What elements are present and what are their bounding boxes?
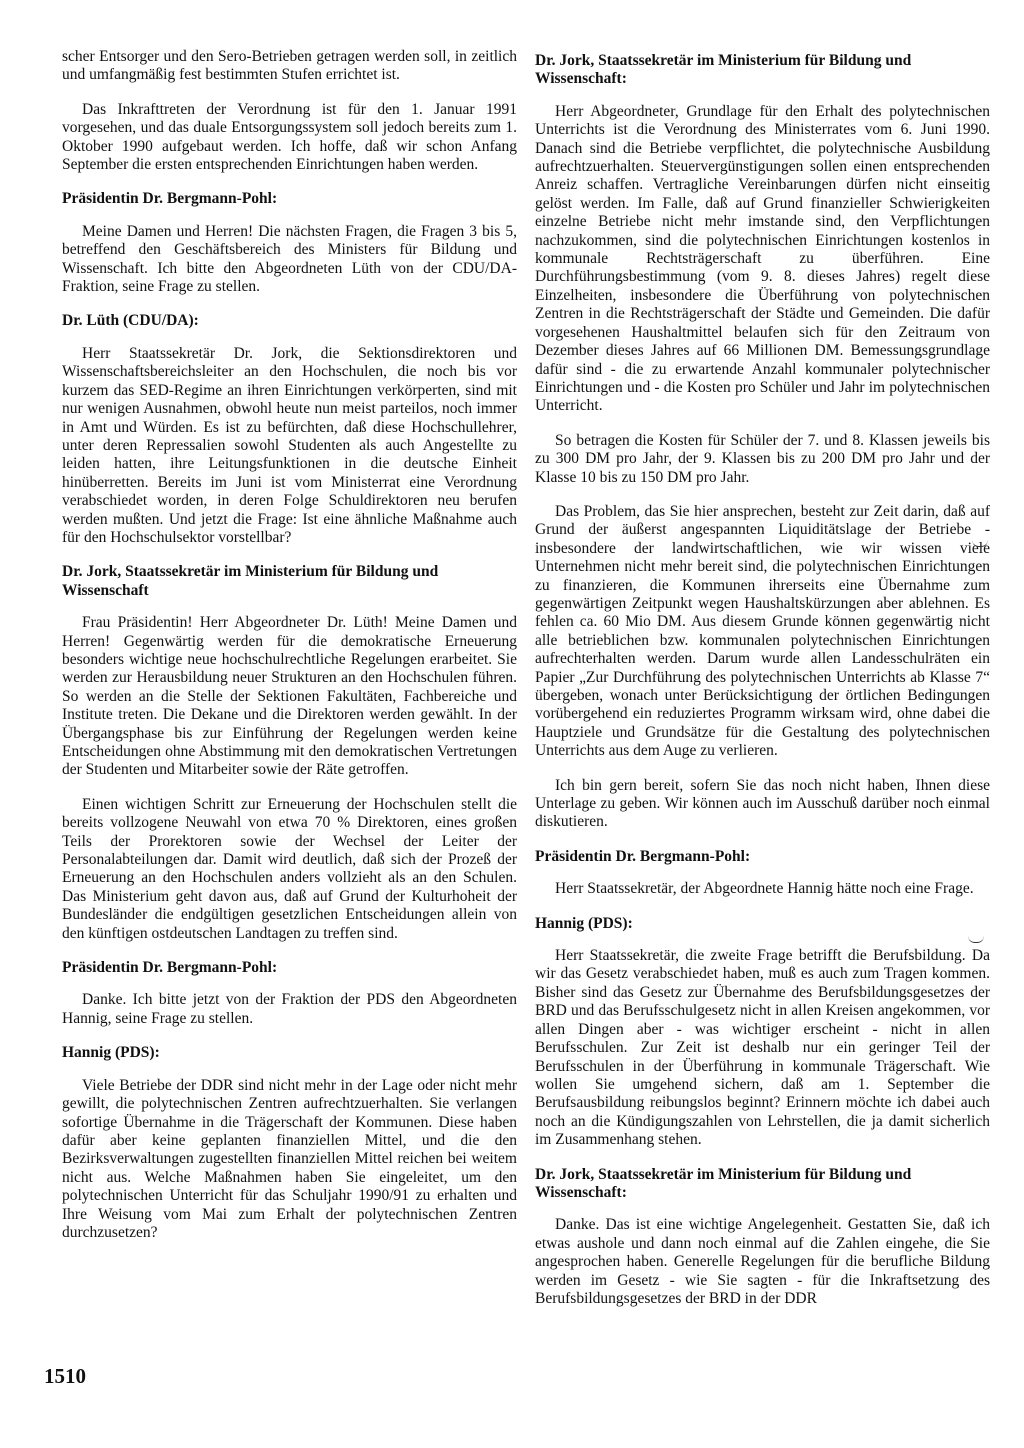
left-column — [62, 48, 517, 1258]
paragraph: Einen wichtigen Schritt zur Erneuerung der Hochschulen stellt die bereits vollzogene Neuwahl von etwa 70 % Direktoren, eines großen Teils der Prorektoren sowie der Wechsel der Leiter der Personalabteilungen dar. Damit wird deutlich, daß sich der Prozeß der Erneuerung an den Hochschulen anders vollzieht als an den Schulen. Das Ministerium geht davon aus, daß auf Grund der Kulturhoheit der Bundesländer die endgültigen gesetzlichen Entscheidungen allein von den künftigen ostdeutschen Landtagen zu treffen sind. — [62, 795, 517, 942]
paragraph: So betragen die Kosten für Schüler der 7. und 8. Klassen jeweils bis zu 300 DM pro Jahr, der 9. Klassen bis zu 200 DM pro Jahr und der Klasse 10 bis zu 150 DM pro Jahr. — [535, 431, 990, 486]
paragraph: Herr Staatssekretär, der Abgeordnete Hannig hätte noch eine Frage. — [555, 880, 974, 898]
speaker-heading: Präsidentin Dr. Bergmann-Pohl: — [62, 959, 278, 977]
speaker-heading: Präsidentin Dr. Bergmann-Pohl: — [62, 190, 278, 208]
paragraph: Meine Damen und Herren! Die nächsten Fragen, die Fragen 3 bis 5, betreffend den Geschäftsbereich des Ministers für Bildung und Wissenschaft. Ich bitte den Abgeordneten Lüth von der CDU/DA-Fraktion, seine Frage zu stellen. — [62, 222, 517, 296]
speaker-heading: Dr. Lüth (CDU/DA): — [62, 312, 199, 330]
paragraph: scher Entsorger und den Sero-Betrieben getragen werden soll, in zeitlich und umfangmäßig fest bestimmten Stufen errichtet ist. — [62, 48, 517, 84]
speaker-heading: Hannig (PDS): — [62, 1044, 160, 1062]
paragraph: Herr Staatssekretär, die zweite Frage betrifft die Berufsbildung. Da wir das Gesetz verabschiedet haben, muß es auch zum Tragen kommen. Bisher sind das Gesetz zur Übernahme des Berufsbildungsgesetzes der BRD und das Berufsschulgesetz nicht in allen Kreisen angekommen, vor allen Dingen aber - was wichtiger erscheint - nicht in allen Berufsschulen. Zur Zeit ist deshalb nur ein geringer Teil der Berufsschulen in der Überführung in kommunale Trägerschaft. Wie wollen Sie umgehend sichern, daß am 1. September die Berufsausbildung reibungslos beginnt? Erinnern möchte ich dabei auch noch an die Kündigungszahlen von Lehrstellen, die ja damit sicherlich im Zusammenhang stehen. — [535, 947, 990, 1149]
speaker-heading: Dr. Jork, Staatssekretär im Ministerium für Bildung und Wissenschaft: — [535, 52, 912, 88]
speaker-heading: Präsidentin Dr. Bergmann-Pohl: — [535, 847, 751, 865]
paragraph: Danke. Ich bitte jetzt von der Fraktion der PDS den Abgeordneten Hannig, seine Frage zu stellen. — [62, 991, 517, 1027]
paragraph: Viele Betriebe der DDR sind nicht mehr in der Lage oder nicht mehr gewillt, die polytechnischen Zentren aufrechtzuerhalten. Sie verlangen sofortige Übernahme in die Trägerschaft der Kommunen. Diese haben dafür aber keine geplanten finanziellen Mittel, und die den Bezirksverwaltungen zugestellten finanziellen Mittel reichen bei weitem nicht aus. Welche Maßnahmen haben Sie eingeleitet, um den polytechnischen Unterricht für das Schuljahr 1990/91 zu erhalten und Ihre Weisung vom Mai zum Erhalt der polytechnischen Zentren durchzusetzen? — [62, 1076, 517, 1241]
paragraph: Herr Abgeordneter, Grundlage für den Erhalt des polytechnischen Unterrichts ist die Verordnung des Ministerrates vom 6. Juni 1990. Danach sind die Betriebe verpflichtet, die polytechnische Ausbildung aufrechtzuerhalten. Steuervergünstigungen sollen einen entsprechenden Anreiz schaffen. Vertragliche Vereinbarungen dürfen nicht einseitig gelöst werden. Im Falle, daß auf Grund finanzieller Schwierigkeiten einzelne Betriebe nicht mehr imstande sind, den Verpflichtungen nachzukommen, sind die polytechnischen Einrichtungen kostenlos in kommunale Rechtsträgerschaft zu überführen. Eine Durchführungsbestimmung (vom 9. 8. dieses Jahres) regelt diese Einzelheiten, insbesondere die Überführung von polytechnischen Zentren in die Rechtsträgerschaft der Städte und Gemeinden. Die dafür vorgesehenen Haushaltmittel belaufen sich für den Zeitraum von Dezember dieses Jahres auf 66 Millionen DM. Bemessungsgrundlage dafür sind - die zu erwartende Anzahl kommunaler polytechnischer Einrichtungen und - die Kosten pro Schüler und Jahr im polytechnischen Unterricht. — [535, 102, 990, 415]
paragraph: Herr Staatssekretär Dr. Jork, die Sektionsdirektoren und Wissenschaftsbereichsleiter an den Hochschulen, die noch bis vor kurzem das SED-Regime an ihren Einrichtungen verkörperten, sind mit nur wenigen Ausnahmen, obwohl heute nun meist parteilos, noch immer in Amt und Würden. Es ist zu befürchten, daß diese Hochschullehrer, unter deren Repressalien sowohl Studenten als auch Angestellte zu leiden hatten, ihre Leitungsfunktionen in die deutsche Einheit hinüberretten. Bereits im Juni ist vom Ministerrat eine Verordnung verabschiedet worden, in deren Folge Schuldirektoren neu berufen werden mußten. Und jetzt die Frage: Ist eine ähnliche Maßnahme auch für den Hochschulsektor vorstellbar? — [62, 344, 517, 546]
paragraph: Ich bin gern bereit, sofern Sie das noch nicht haben, Ihnen diese Unterlage zu geben. Wir können auch im Ausschuß darüber noch einmal diskutieren. — [535, 776, 990, 831]
right-column — [535, 48, 990, 1324]
speaker-heading: Dr. Jork, Staatssekretär im Ministerium für Bildung und Wissenschaft — [62, 563, 439, 599]
paragraph: Das Problem, das Sie hier ansprechen, besteht zur Zeit darin, daß auf Grund der äußerst angespannten Liquiditätslage der Betriebe - insbesondere der landwirtschaftlichen, wie wir wissen viele Unternehmen nicht mehr bereit sind, die polytechnischen Einrichtungen zu finanzieren, die Kommunen ihrerseits eine Übernahme zum gegenwärtigen Zeitpunkt wegen Haushaltskürzungen aber ablehnen. Es fehlen ca. 60 Mio DM. Aus diesem Grunde können gegenwärtig nicht alle betrieblichen bzw. kommunalen polytechnischen Einrichtungen aufrechterhalten werden. Darum wurde allen Landesschulräten ein Papier „Zur Durchführung des polytechnischen Unterrichts ab Klasse 7“ übergeben, wonach unter Berücksichtigung der örtlichen Bedingungen vorübergehend ein reduziertes Programm wirksam wird, ohne dabei die Hauptziele und Grundsätze für die Gestaltung des polytechnischen Unterrichts aus dem Auge zu verlieren. — [535, 502, 990, 760]
speaker-heading: Hannig (PDS): — [535, 914, 633, 932]
paragraph: Danke. Das ist eine wichtige Angelegenheit. Gestatten Sie, daß ich etwas aushole und dann noch einmal auf die Zahlen eingehe, die Sie angesprochen haben. Generelle Regelungen für die berufliche Bildung werden im Gesetz - wie Sie sagten - für die Inkraftsetzung des Berufsbildungsgesetzes der BRD in der DDR — [535, 1216, 990, 1307]
page-number: 1510 — [44, 1364, 86, 1388]
paragraph: Frau Präsidentin! Herr Abgeordneter Dr. Lüth! Meine Damen und Herren! Gegenwärtig werden für die demokratische Erneuerung besonders wichtige neue hochschulrechtliche Regelungen erarbeitet. Sie werden zur Herausbildung neuer Strukturen an den Hochschulen führen. So werden an die Stelle der Sektionen Fakultäten, Fachbereiche und Institute treten. Die Dekane und die Direktoren werden gewählt. In der Übergangsphase bis zur Einführung der Regelungen werden keine Entscheidungen ohne Abstimmung mit den demokratischen Vertretungen der Studenten und Mitarbeiter sowie der Räte getroffen. — [62, 614, 517, 779]
paragraph: Das Inkrafttreten der Verordnung ist für den 1. Januar 1991 vorgesehen, und das duale Entsorgungssystem soll jedoch bereits zum 1. Oktober 1990 aufgebaut werden. Ich hoffe, daß wir schon Anfang September die ersten entsprechenden Einrichtungen haben werden. — [62, 100, 517, 174]
speaker-heading: Dr. Jork, Staatssekretär im Ministerium für Bildung und Wissenschaft: — [535, 1165, 912, 1201]
